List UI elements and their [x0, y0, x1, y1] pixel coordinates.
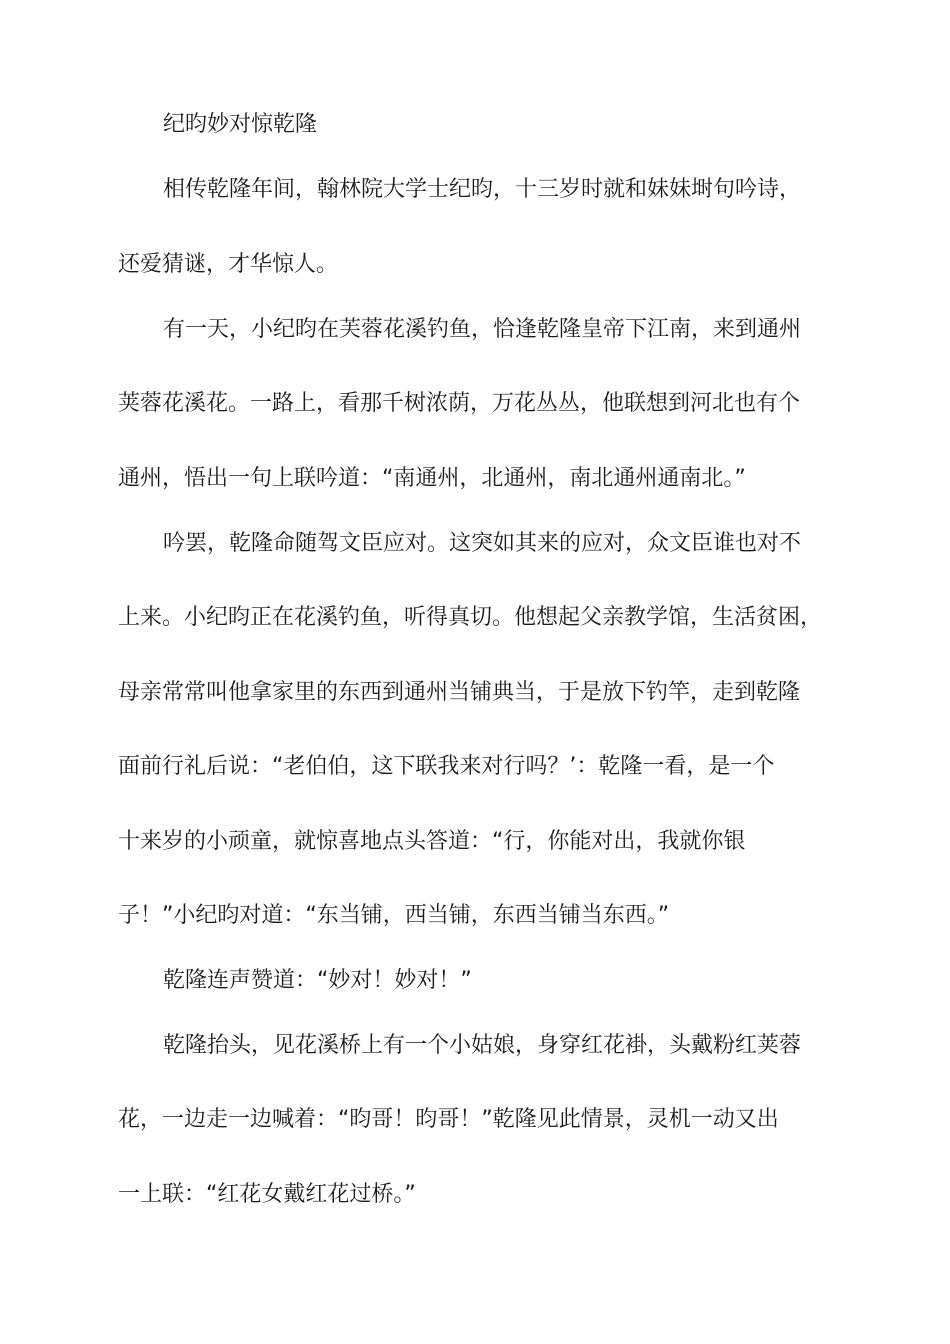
paragraph-line: 相传乾隆年间，翰林院大学士纪昀，十三岁时就和妹妹埘句吟诗， [163, 177, 802, 202]
paragraph-line: 面前行礼后说：“老伯伯，这下联我来对行吗？’：乾隆一看，是一个 [118, 754, 775, 779]
paragraph-line: 上来。小纪昀正在花溪钓鱼，听得真切。他想起父亲教学馆，生活贫困， [118, 605, 823, 630]
paragraph-line: 荚蓉花溪花。一路上，看那千树浓荫，万花丛丛，他联想到河北也有个 [118, 391, 801, 416]
paragraph-line: 乾隆连声赞道：“妙对！妙对！” [163, 968, 472, 993]
paragraph-line: 还爱猜谜，才华惊人。 [118, 252, 339, 277]
paragraph-line: 花，一边走一边喊着：“昀哥！昀哥！”乾隆见此情景，灵机一动又出 [118, 1107, 779, 1132]
paragraph-line: 有一天，小纪昀在芙蓉花溪钓鱼，恰逢乾隆皇帝下江南，来到通州 [163, 317, 802, 342]
paragraph-line: 一上联：“红花女戴红花过桥。” [118, 1182, 416, 1207]
paragraph-line: 吟罢，乾隆命随驾文臣应对。这突如其来的应对，众文臣谁也对不 [163, 531, 802, 556]
paragraph-line: 母亲常常叫他拿家里的东西到通州当铺典当，于是放下钓竿，走到乾隆 [118, 680, 801, 705]
paragraph-line: 子！”小纪昀对道：“东当铺，西当铺，东西当铺当东西。” [118, 903, 670, 928]
document-title: 纪昀妙对惊乾隆 [163, 112, 318, 137]
paragraph-line: 十来岁的小顽童，就惊喜地点头答道：“行，你能对出，我就你银 [118, 829, 746, 854]
paragraph-line: 通州，悟出一句上联吟道：“南通州，北通州，南北通州通南北。” [118, 466, 746, 491]
paragraph-line: 乾隆抬头，见花溪桥上有一个小姑娘，身穿红花褂，头戴粉红荚蓉 [163, 1033, 802, 1058]
